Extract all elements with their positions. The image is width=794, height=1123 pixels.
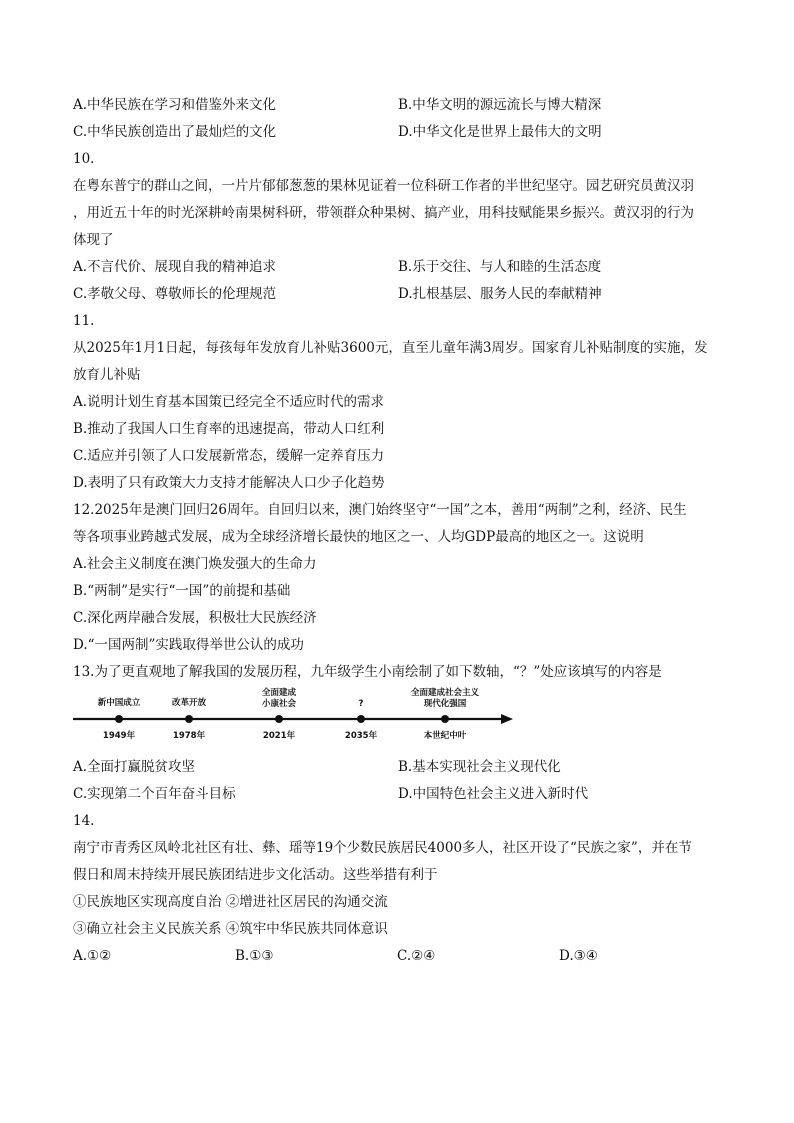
- q12-option-a[interactable]: A.社会主义制度在澳门焕发强大的生命力: [73, 556, 317, 572]
- q14-number: 14.: [73, 813, 95, 829]
- timeline-label-1978: 改革开放: [171, 698, 206, 708]
- q13-option-a[interactable]: A.全面打赢脱贫攻坚: [73, 759, 196, 775]
- q13-options-row-2: [73, 781, 723, 808]
- timeline-label-2021-line2: 小康社会: [261, 699, 296, 709]
- q13-option-d[interactable]: D.中国特色社会主义进入新时代: [398, 786, 589, 802]
- q11-number: 11.: [73, 313, 95, 329]
- q13-timeline: [73, 688, 723, 754]
- timeline-label-1949: 新中国成立: [97, 698, 141, 708]
- q11-option-a[interactable]: A.说明计划生育基本国策已经完全不适应时代的需求: [73, 394, 385, 410]
- q14-stem-line-1: 南宁市青秀区凤岭北社区有壮、彝、瑶等19个少数民族居民4000多人，社区开设了“民族之家”，并在节: [73, 840, 692, 856]
- q14-option-c[interactable]: C.②④: [397, 948, 436, 964]
- q14-items-line-1: ①民族地区实现高度自治 ②增进社区居民的沟通交流: [73, 894, 388, 910]
- q9-options-row-1: [73, 92, 723, 119]
- q12-stem-line-2: 等各项事业跨越式发展，成为全球经济增长最快的地区之一、人均GDP最高的地区之一。这说明: [73, 529, 644, 545]
- timeline-label-midcentury-line2: 现代化强国: [423, 699, 467, 709]
- timeline-year-midcentury: 本世纪中叶: [423, 731, 467, 741]
- q13-options-row-1: [73, 754, 723, 781]
- q10-stem-line-3: 体现了: [73, 232, 114, 248]
- q10-option-d[interactable]: D.扎根基层、服务人民的奉献精神: [398, 286, 602, 302]
- q9-option-a[interactable]: A.中华民族在学习和借鉴外来文化: [73, 97, 277, 113]
- q10-option-c[interactable]: C.孝敬父母、尊敬师长的伦理规范: [73, 286, 277, 302]
- timeline-dot-1978: [185, 715, 193, 723]
- q14-option-a[interactable]: A.①②: [73, 948, 112, 964]
- q9-option-b[interactable]: B.中华文明的源远流长与博大精深: [398, 97, 602, 113]
- timeline-label-2021-line1: 全面建成: [261, 688, 296, 698]
- timeline-label-2035: ?: [358, 699, 364, 709]
- q10-option-a[interactable]: A.不言代价、展现自我的精神追求: [73, 259, 277, 275]
- timeline-dot-2021: [275, 715, 283, 723]
- q10-number: 10.: [73, 151, 95, 167]
- q12-option-c[interactable]: C.深化两岸融合发展，积极壮大民族经济: [73, 610, 317, 626]
- q13-option-c[interactable]: C.实现第二个百年奋斗目标: [73, 786, 236, 802]
- timeline-year-1949: 1949年: [102, 731, 136, 741]
- timeline-label-midcentury-line1: 全面建成社会主义: [410, 688, 479, 698]
- timeline-dot-midcentury: [441, 715, 449, 723]
- q11-stem-line-1: 从2025年1月1日起，每孩每年发放育儿补贴3600元，直至儿童年满3周岁。国家育儿补贴制度的实施，发: [73, 340, 708, 356]
- timeline-year-2035: 2035年: [344, 731, 378, 741]
- q10-stem-line-1: 在粤东普宁的群山之间，一片片郁郁葱葱的果林见证着一位科研工作者的半世纪坚守。园艺研究员黄汉羽: [73, 178, 694, 194]
- q12-stem-line-1: 12.2025年是澳门回归26周年。自回归以来，澳门始终坚守“一国”之本，善用“两制”之利，经济、民生: [73, 502, 687, 518]
- q10-stem-line-2: ，用近五十年的时光深耕岭南果树科研，带领群众种果树、搞产业，用科技赋能果乡振兴。黄汉羽的行为: [73, 205, 694, 221]
- exam-page: [73, 92, 723, 970]
- q14-stem-line-2: 假日和周末持续开展民族团结进步文化活动。这些举措有利于: [73, 867, 438, 883]
- q10-options-row-2: [73, 281, 723, 308]
- q11-option-b[interactable]: B.推动了我国人口生育率的迅速提高，带动人口红利: [73, 421, 385, 437]
- q11-option-c[interactable]: C.适应并引领了人口发展新常态，缓解一定养育压力: [73, 448, 385, 464]
- q10-option-b[interactable]: B.乐于交往、与人和睦的生活态度: [398, 259, 602, 275]
- q10-options-row-1: [73, 254, 723, 281]
- q11-stem-line-2: 放育儿补贴: [73, 367, 141, 383]
- q12-option-b[interactable]: B.“两制”是实行“一国”的前提和基础: [73, 583, 291, 599]
- q14-options-row: [73, 943, 723, 970]
- timeline-dot-2035: [357, 715, 365, 723]
- q14-option-b[interactable]: B.①③: [235, 948, 274, 964]
- q12-option-d[interactable]: D.“一国两制”实践取得举世公认的成功: [73, 637, 304, 653]
- q13-stem: 13.为了更直观地了解我国的发展历程，九年级学生小南绘制了如下数轴，“？”处应该填写的内容是: [73, 664, 662, 680]
- q14-option-d[interactable]: D.③④: [559, 948, 598, 964]
- q14-items-line-2: ③确立社会主义民族关系 ④筑牢中华民族共同体意识: [73, 921, 388, 937]
- timeline-year-1978: 1978年: [172, 731, 206, 741]
- timeline-year-2021: 2021年: [262, 731, 296, 741]
- timeline-arrow-icon: [501, 714, 513, 724]
- q11-option-d[interactable]: D.表明了只有政策大力支持才能解决人口少子化趋势: [73, 475, 385, 491]
- q9-option-c[interactable]: C.中华民族创造出了最灿烂的文化: [73, 124, 277, 140]
- q13-option-b[interactable]: B.基本实现社会主义现代化: [398, 759, 561, 775]
- timeline-dot-1949: [115, 715, 123, 723]
- q9-option-d[interactable]: D.中华文化是世界上最伟大的文明: [398, 124, 602, 140]
- q9-options-row-2: [73, 119, 723, 146]
